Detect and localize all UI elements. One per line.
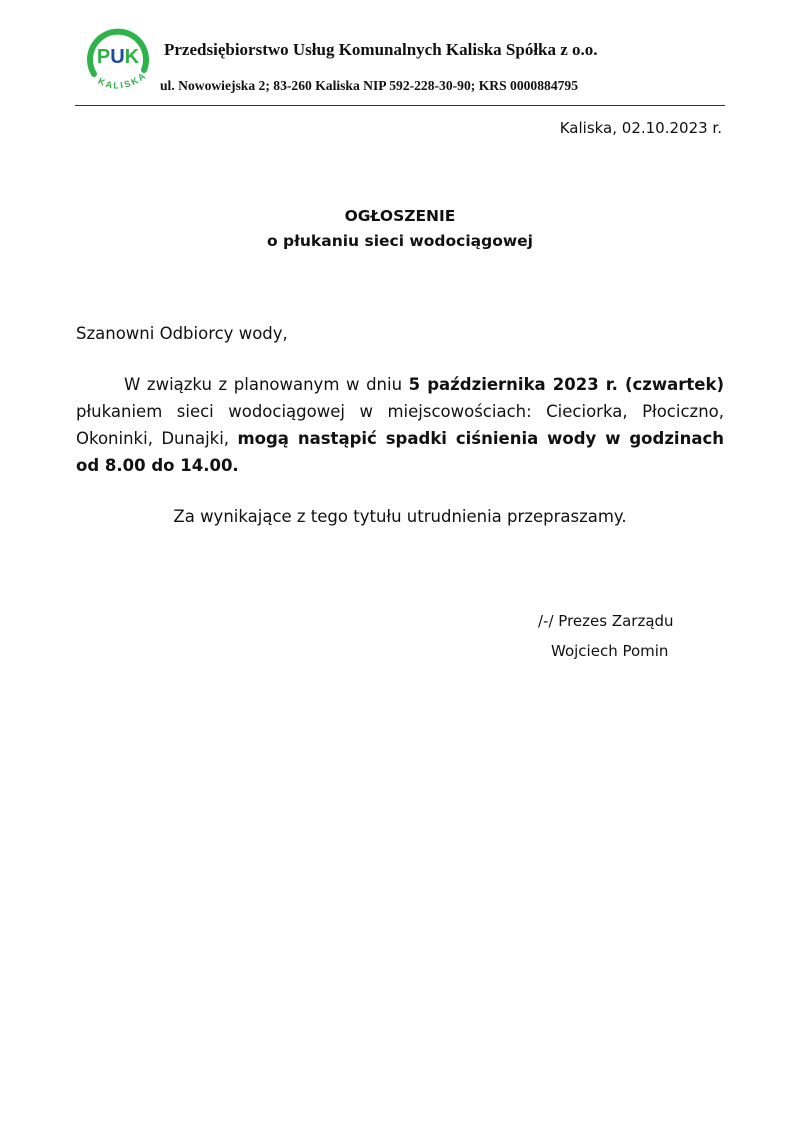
announcement-subtitle: o płukaniu sieci wodociągowej <box>267 232 533 250</box>
announcement-title: OGŁOSZENIE <box>344 207 456 225</box>
salutation: Szanowni Odbiorcy wody, <box>76 324 288 343</box>
title-block <box>0 204 800 254</box>
signature-name: Wojciech Pomin <box>551 642 669 660</box>
svg-text:PUK: PUK <box>96 46 140 68</box>
signature-role: /-/ Prezes Zarządu <box>538 612 674 630</box>
svg-text:KALISKA: KALISKA <box>96 70 149 91</box>
main-paragraph <box>76 371 724 479</box>
place-date: Kaliska, 02.10.2023 r. <box>559 119 722 137</box>
company-address: ul. Nowowiejska 2; 83-260 Kaliska NIP 592-228-30-90; KRS 0000884795 <box>160 78 579 93</box>
body-text-2: płukaniem sieci wodociągowej w miejscowościach: Cieciorka, Płociczno, Okoninki, Dunajki, <box>76 402 724 448</box>
body-text-1: W związku z planowanym w dniu <box>124 375 409 394</box>
company-name: Przedsiębiorstwo Usług Komunalnych Kaliska Spółka z o.o. <box>164 40 598 59</box>
body-date-bold: 5 października 2023 r. (czwartek) <box>408 375 724 394</box>
header-divider <box>75 105 725 106</box>
company-logo <box>82 22 154 94</box>
apology-text: Za wynikające z tego tytułu utrudnienia przepraszamy. <box>173 507 627 526</box>
logo-graphic <box>82 22 154 94</box>
body-pressure-notice-bold: mogą nastąpić spadki ciśnienia wody w godzinach od 8.00 do 14.00. <box>76 429 724 475</box>
